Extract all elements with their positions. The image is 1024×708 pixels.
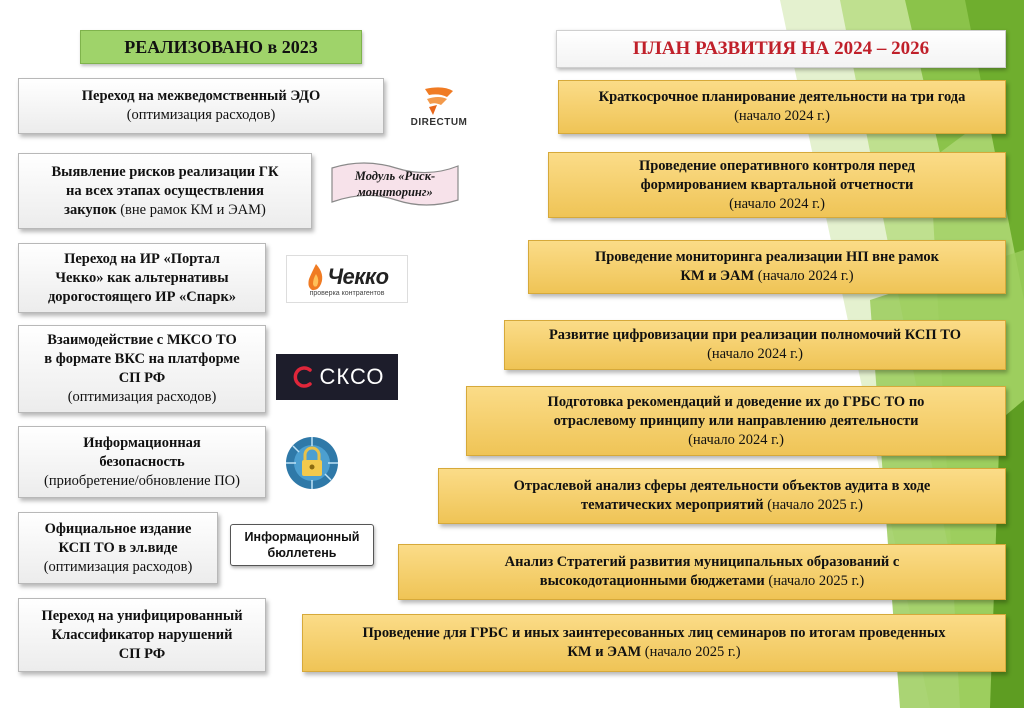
left-item-classifier-line2: Классификатор нарушений [51,626,233,643]
plan-item-strategies [398,544,1006,600]
padlock-logo [280,434,344,492]
chekko-logo-subtitle: проверка контрагентов [309,289,385,297]
left-item-edo-title: Переход на межведомственный ЭДО [81,88,321,104]
bulletin-line2: бюллетень [267,546,337,560]
plan-item-control [548,152,1006,218]
bulletin-badge [230,524,374,566]
bulletin-icon [245,529,360,561]
directum-logo-text: DIRECTUM [410,116,468,128]
risk-module-line1: Модуль «Риск- [354,169,436,183]
left-item-mkso-line1: Взаимодействие с МКСО ТО [47,332,237,348]
left-item-infosec-note: (приобретение/обновление ПО) [44,472,240,489]
plan-item-digital-date: (начало 2024 г.) [707,346,803,362]
skso-logo [276,354,398,400]
left-item-infosec [18,426,266,498]
plan-item-monitoring-date: (начало 2024 г.) [754,268,854,284]
plan-item-monitoring [528,240,1006,294]
plan-item-control-date: (начало 2024 г.) [729,195,825,212]
header-implemented: РЕАЛИЗОВАНО в 2023 [80,30,362,64]
plan-item-recommendations-date: (начало 2024 г.) [688,431,784,448]
plan-item-strategies-line2-bold: высокодотационными бюджетами [539,573,765,589]
left-item-chekko-line2: Чекко» как альтернативы [55,269,229,286]
left-item-publication-line1: Официальное издание [44,520,192,537]
left-item-infosec-line1: Информационная [83,434,201,451]
left-item-risks-line2: на всех этапах осуществления [66,182,264,199]
padlock-icon [282,434,342,492]
risk-module-label [328,158,462,210]
plan-item-monitoring-line2-bold: КМ и ЭАМ [680,268,755,284]
plan-item-recommendations-line1: Подготовка рекомендаций и доведение их до ГРБС ТО по [547,393,925,410]
chekko-flame-icon [305,262,327,292]
left-item-edo [18,78,384,134]
left-item-classifier [18,598,266,672]
plan-item-seminars [302,614,1006,672]
header-plan: ПЛАН РАЗВИТИЯ НА 2024 – 2026 [556,30,1006,68]
left-item-risks-line1: Выявление рисков реализации ГК [51,163,279,180]
chekko-logo [286,255,408,303]
left-item-edo-note: (оптимизация расходов) [126,107,276,123]
plan-item-planning-title: Краткосрочное планирование деятельности на три года [598,89,966,105]
left-item-mkso-line2: в формате ВКС на платформе [44,351,240,367]
left-item-classifier-line1: Переход на унифицированный [41,607,243,624]
left-item-risks [18,153,312,229]
left-item-mkso [18,325,266,413]
plan-item-monitoring-line1: Проведение мониторинга реализации НП вне рамок [594,249,940,265]
plan-item-strategies-line1: Анализ Стратегий развития муниципальных образований с [504,554,900,570]
chekko-logo-text: Чекко [327,263,389,289]
left-item-publication-line2: КСП ТО в эл.виде [58,539,178,556]
left-item-infosec-line2: безопасность [99,453,185,470]
plan-item-seminars-line2-bold: КМ и ЭАМ [567,644,642,660]
left-item-publication [18,512,218,584]
plan-item-sector-analysis [438,468,1006,524]
plan-item-seminars-line1: Проведение для ГРБС и иных заинтересованных лиц семинаров по итогам проведенных [362,625,946,641]
plan-item-recommendations-line2: отраслевому принципу или направлению деятельности [553,412,919,429]
left-item-risks-line3-note: (вне рамок КМ и ЭАМ) [116,201,266,218]
plan-item-planning-date: (начало 2024 г.) [734,108,830,124]
plan-item-recommendations [466,386,1006,456]
directum-logo [404,78,474,134]
directum-logo-icon [419,85,459,117]
skso-logo-text: СКСО [319,364,385,389]
left-item-chekko-line3: дорогостоящего ИР «Спарк» [47,288,237,305]
left-item-risks-line3-bold: закупок [64,201,117,218]
plan-item-sector-analysis-line2-bold: тематических мероприятий [580,497,764,513]
left-item-mkso-line3: СП РФ [118,370,166,386]
left-item-chekko-line1: Переход на ИР «Портал [64,250,220,267]
plan-item-strategies-date: (начало 2025 г.) [764,573,865,589]
plan-item-control-line2: формированием квартальной отчетности [640,176,914,193]
left-item-publication-note: (оптимизация расходов) [43,558,193,575]
plan-item-control-line1: Проведение оперативного контроля перед [638,157,916,174]
plan-item-sector-analysis-date: (начало 2025 г.) [763,497,863,513]
left-item-mkso-note: (оптимизация расходов) [67,389,217,405]
risk-module-flag [328,158,462,210]
skso-logo-icon [290,364,316,390]
risk-module-line2: мониторинг» [357,185,433,199]
left-item-classifier-line3: СП РФ [118,645,166,662]
plan-item-planning [558,80,1006,134]
plan-item-digital [504,320,1006,370]
plan-item-sector-analysis-line1: Отраслевой анализ сферы деятельности объектов аудита в ходе [513,478,931,494]
left-item-chekko [18,243,266,313]
bulletin-line1: Информационный [244,530,360,544]
plan-item-seminars-date: (начало 2025 г.) [641,644,741,660]
plan-item-digital-title: Развитие цифровизации при реализации полномочий КСП ТО [548,327,962,343]
